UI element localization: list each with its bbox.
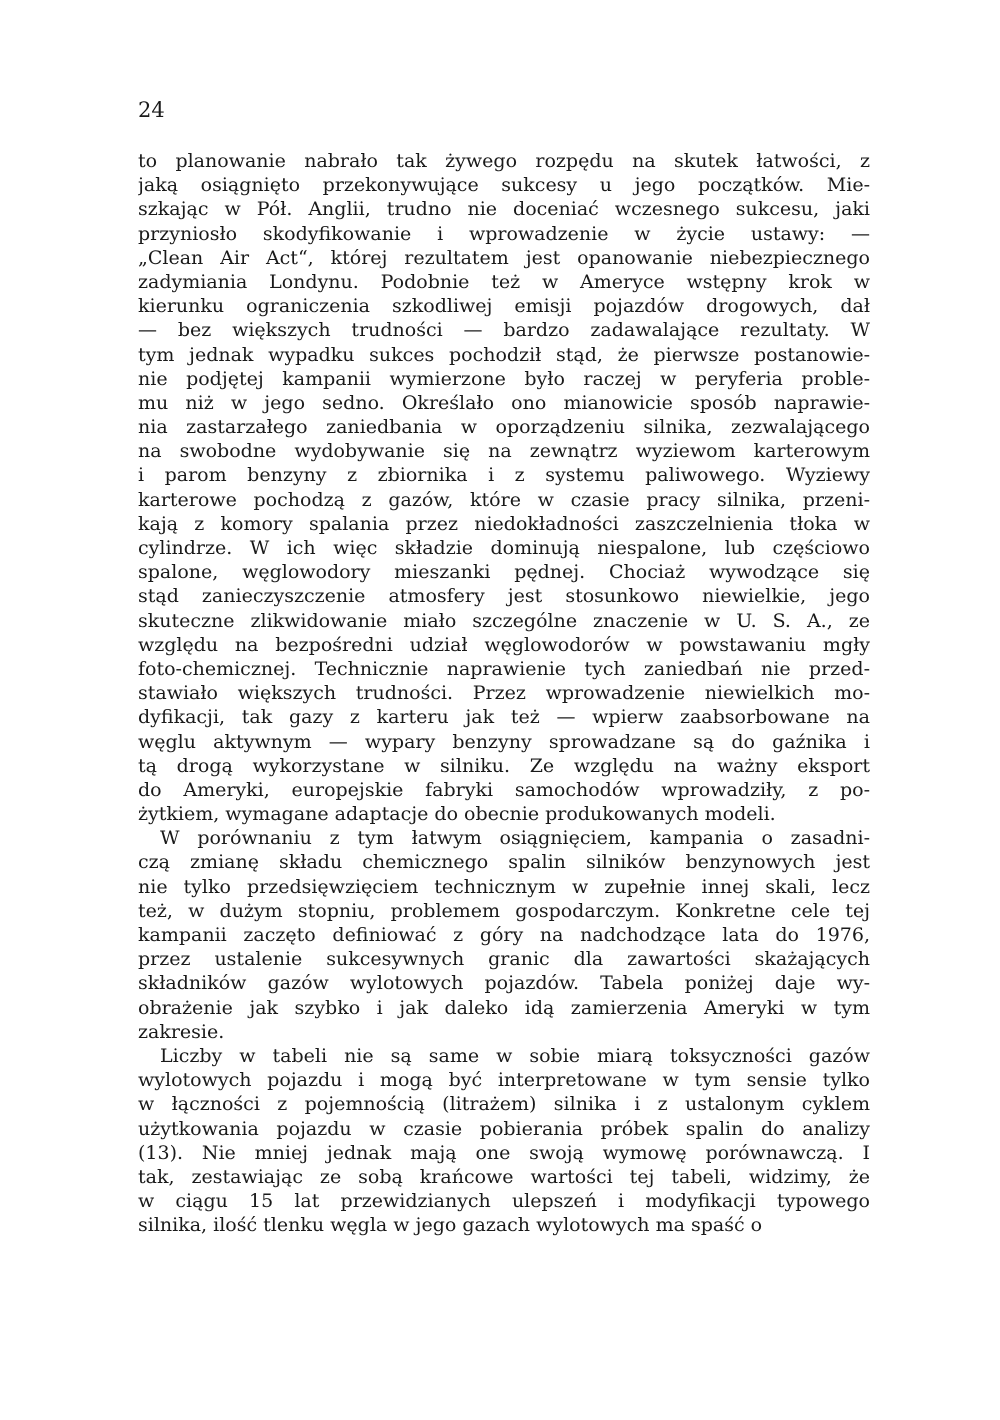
text-line: skuteczne zlikwidowanie miało szczególne znaczenie w U. S. A., ze: [138, 609, 870, 632]
text-line: przez ustalenie sukcesywnych granic dla zawartości skażających: [138, 948, 870, 971]
text-line: W porównaniu z tym łatwym osiągnięciem, kampania o zasadni-: [160, 827, 870, 850]
text-line: węglu aktywnym — wypary benzyny sprowadzane są do gaźnika i: [138, 730, 870, 753]
text-line: do Ameryki, europejskie fabryki samochodów wprowadziły, z po-: [138, 778, 870, 801]
paragraph: [138, 1044, 870, 1238]
text-line: stąd zanieczyszczenie atmosfery jest stosunkowo niewielkie, jego: [138, 585, 870, 608]
text-line: tą drogą wykorzystane w silniku. Ze względu na ważny eksport: [138, 754, 870, 777]
text-line: cylindrze. W ich więc składzie dominują niespalone, lub częściowo: [138, 537, 870, 559]
text-line: stawiało większych trudności. Przez wprowadzenie niewielkich mo-: [138, 682, 870, 705]
text-line: spalone, węglowodory mieszanki pędnej. Chociaż wywodzące się: [138, 561, 870, 584]
text-line: w łączności z pojemnością (litrażem) silnika i z ustalonym cyklem: [138, 1093, 870, 1116]
text-line: też, w dużym stopniu, problemem gospodarczym. Konkretne cele tej: [138, 899, 870, 922]
text-line: to planowanie nabrało tak żywego rozpędu na skutek łatwości, z: [138, 150, 870, 172]
text-line: dyfikacji, tak gazy z karteru jak też — wpierw zaabsorbowane na: [138, 706, 870, 729]
paragraph: [138, 826, 870, 1044]
text-line: silnika, ilość tlenku węgla w jego gazach wylotowych ma spaść o: [138, 1214, 763, 1237]
text-line: nie podjętej kampanii wymierzone było raczej w peryferia proble-: [138, 367, 870, 390]
text-line: kierunku ograniczenia szkodliwej emisji pojazdów drogowych, dał: [138, 295, 870, 318]
text-line: czą zmianę składu chemicznego spalin silników benzynowych jest: [138, 851, 870, 874]
text-line: szkając w Pół. Anglii, trudno nie doceniać wczesnego sukcesu, jaki: [138, 198, 870, 221]
text-line: względu na bezpośredni udział węglowodorów w powstawaniu mgły: [138, 633, 870, 656]
text-line: żytkiem, wymagane adaptacje do obecnie produkowanych modeli.: [138, 803, 776, 826]
text-line: składników gazów wylotowych pojazdów. Tabela poniżej daje wy-: [138, 972, 870, 995]
text-line: zakresie.: [138, 1020, 225, 1043]
text-line: jaką osiągnięto przekonywujące sukcesy u jego początków. Mie-: [138, 174, 870, 197]
text-line: w ciągu 15 lat przewidzianych ulepszeń i modyfikacji typowego: [138, 1190, 870, 1213]
text-line: nie tylko przedsięwzięciem technicznym w zupełnie innej skali, lecz: [138, 875, 870, 898]
text-line: „Clean Air Act“, której rezultatem jest opanowanie niebezpiecznego: [138, 246, 870, 269]
text-line: kampanii zaczęto definiować z góry na nadchodzące lata do 1976,: [138, 924, 870, 946]
text-line: kają z komory spalania przez niedokładności zaszczelnienia tłoka w: [138, 512, 870, 535]
text-line: nia zastarzałego zaniedbania w oporządzeniu silnika, zezwalającego: [138, 416, 870, 439]
text-line: zadymiania Londynu. Podobnie też w Ameryce wstępny krok w: [138, 270, 870, 293]
paragraph: [138, 149, 870, 826]
page-number: 24: [138, 98, 165, 122]
text-line: przyniosło skodyfikowanie i wprowadzenie w życie ustawy: —: [138, 222, 870, 245]
text-line: foto-chemicznej. Technicznie naprawienie tych zaniedbań nie przed-: [138, 657, 870, 680]
text-line: tak, zestawiając ze sobą krańcowe wartości tej tabeli, widzimy, że: [138, 1165, 870, 1188]
text-line: Liczby w tabeli nie są same w sobie miarą toksyczności gazów: [160, 1044, 870, 1067]
text-line: karterowe pochodzą z gazów, które w czasie pracy silnika, przeni-: [138, 488, 870, 511]
text-line: wylotowych pojazdu i mogą być interpretowane w tym sensie tylko: [138, 1069, 870, 1092]
text-line: obrażenie jak szybko i jak daleko idą zamierzenia Ameryki w tym: [138, 996, 870, 1019]
text-line: mu niż w jego sedno. Określało ono mianowicie sposób naprawie-: [138, 391, 870, 414]
text-line: — bez większych trudności — bardzo zadawalające rezultaty. W: [138, 319, 870, 342]
text-line: i parom benzyny z zbiornika i z systemu paliwowego. Wyziewy: [138, 464, 870, 487]
text-line: użytkowania pojazdu w czasie pobierania próbek spalin do analizy: [138, 1117, 870, 1140]
body-text: [138, 149, 870, 1237]
text-line: na swobodne wydobywanie się na zewnątrz wyziewom karterowym: [138, 440, 870, 463]
text-line: (13). Nie mniej jednak mają one swoją wymowę porównawczą. I: [138, 1141, 870, 1164]
text-line: tym jednak wypadku sukces pochodził stąd, że pierwsze postanowie-: [138, 343, 870, 366]
